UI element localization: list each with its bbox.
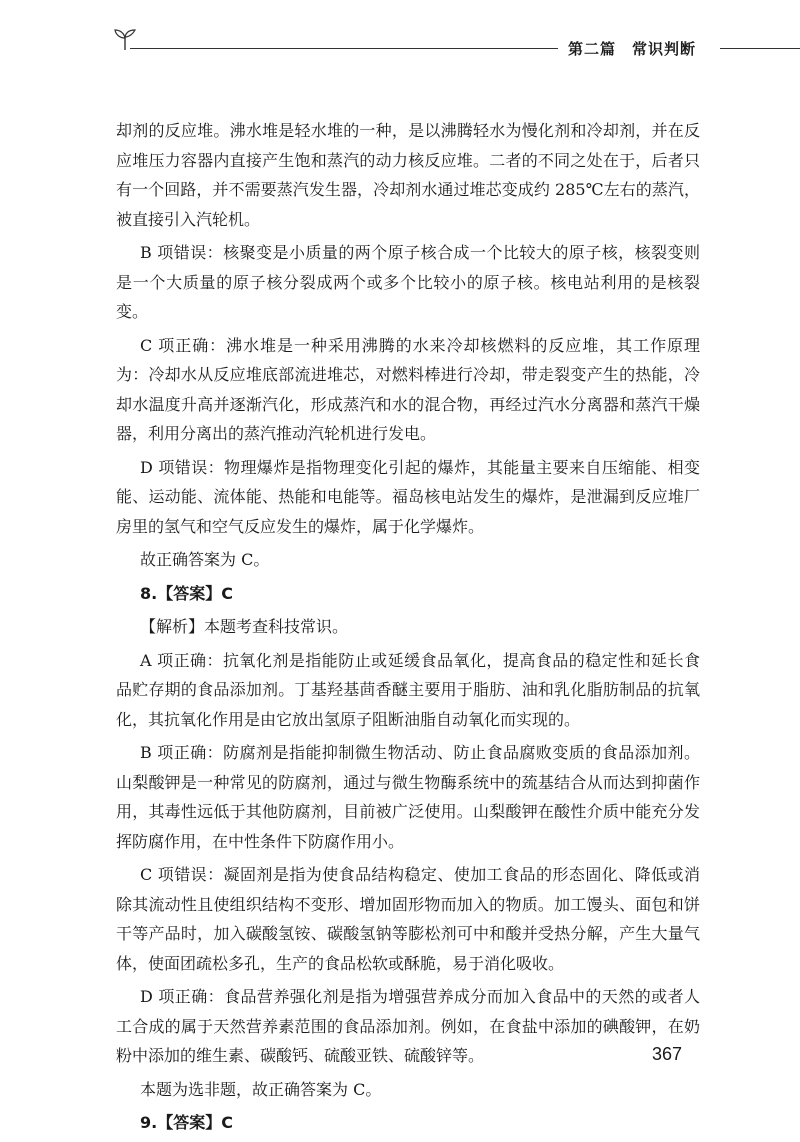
page-header (0, 0, 800, 80)
paragraph: 却剂的反应堆。沸水堆是轻水堆的一种，是以沸腾轻水为慢化剂和冷却剂，并在反应堆压力容器内直接产生饱和蒸汽的动力核反应堆。二者的不同之处在于，后者只有一个回路，并不需要蒸汽发生器，冷却剂水通过堆芯变成约 285℃左右的蒸汽，被直接引入汽轮机。 (116, 121, 700, 229)
paragraph: D 项正确：食品营养强化剂是指为增强营养成分而加入食品中的天然的或者人工合成的属于天然营养素范围的食品添加剂。例如，在食盐中添加的碘酸钾，在奶粉中添加的维生素、碳酸钙、硫酸亚铁、硫酸锌等。 (116, 987, 700, 1065)
paragraph: 9.【答案】C (140, 1113, 233, 1132)
page-number: 367 (652, 1044, 683, 1064)
paragraph: B 项正确：防腐剂是指能抑制微生物活动、防止食品腐败变质的食品添加剂。山梨酸钾是一种常见的防腐剂，通过与微生物酶系统中的巯基结合从而达到抑菌作用，其毒性远低于其他防腐剂，目前被广泛使用。山梨酸钾在酸性介质中能充分发挥防腐作用，在中性条件下防腐作用小。 (116, 743, 700, 851)
paragraph: 故正确答案为 C。 (140, 550, 270, 569)
paragraph: C 项错误：凝固剂是指为使食品结构稳定、使加工食品的形态固化、降低或消除其流动性且使组织结构不变形、增加固形物而加入的物质。加工馒头、面包和饼干等产品时，加入碳酸氢铵、碳酸氢钠等膨松剂可中和酸并受热分解，产生大量气体，使面团疏松多孔，生产的食品松软或酥脆，易于消化吸收。 (116, 865, 700, 973)
header-divider-right (720, 48, 800, 49)
paragraph: 本题为选非题，故正确答案为 C。 (140, 1079, 382, 1099)
paragraph: 8.【答案】C (140, 583, 233, 603)
paragraph: 【解析】本题考查科技常识。 (140, 617, 349, 636)
paragraph: D 项错误：物理爆炸是指物理变化引起的爆炸，其能量主要来自压缩能、相变能、运动能、流体能、热能和电能等。福岛核电站发生的爆炸，是泄漏到反应堆厂房里的氢气和空气反应发生的爆炸，属于化学爆炸。 (116, 457, 700, 536)
page-body (116, 116, 700, 1142)
header-divider-left (130, 48, 558, 49)
section-label: 第二篇 常识判断 (568, 40, 697, 58)
paragraph: A 项正确：抗氧化剂是指能防止或延缓食品氧化，提高食品的稳定性和延长食品贮存期的食品添加剂。丁基羟基茴香醚主要用于脂肪、油和乳化脂肪制品的抗氧化，其抗氧化作用是由它放出氢原子阻断油脂自动氧化而实现的。 (116, 650, 700, 729)
paragraph: C 项正确：沸水堆是一种采用沸腾的水来冷却核燃料的反应堆，其工作原理为：冷却水从反应堆底部流进堆芯，对燃料棒进行冷却，带走裂变产生的热能，冷却水温度升高并逐渐汽化，形成蒸汽和水的混合物，再经过汽水分离器和蒸汽干燥器，利用分离出的蒸汽推动汽轮机进行发电。 (116, 335, 700, 443)
paragraph: B 项错误：核聚变是小质量的两个原子核合成一个比较大的原子核，核裂变则是一个大质量的原子核分裂成两个或多个比较小的原子核。核电站利用的是核裂变。 (116, 243, 700, 321)
